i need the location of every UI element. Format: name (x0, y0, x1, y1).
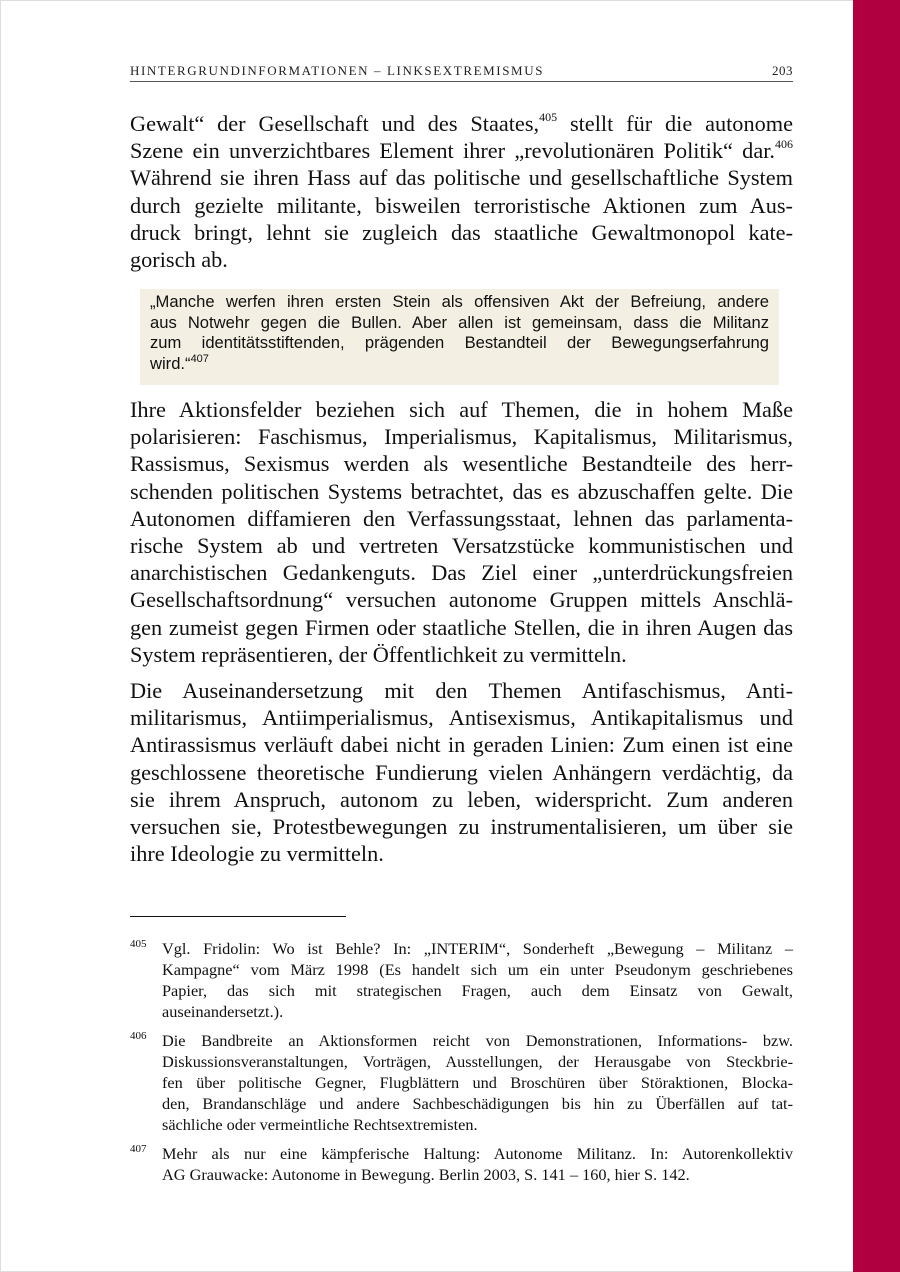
footnote (130, 938, 793, 1022)
quote-line: aus Notwehr gegen die Bullen. Aber allen ist gemeinsam, dass die Militanz (150, 312, 769, 332)
text-line: Vgl. Fridolin: Wo ist Behle? In: „INTERIM“, Sonderheft „Bewegung – Militanz – (162, 939, 793, 958)
page-number: 203 (772, 63, 793, 78)
footnote-number: 406 (130, 1030, 147, 1042)
text-line: Kampagne“ vom März 1998 (Es handelt sich um ein unter Pseudonym geschriebenes (162, 960, 793, 979)
text-line: ihre Ideologie zu vermitteln. (130, 841, 384, 867)
text-line: durch gezielte militante, bisweilen terroristische Aktionen zum Aus- (130, 192, 793, 218)
accent-sidebar-bar (853, 0, 900, 1272)
text-line: Rassismus, Sexismus werden als wesentliche Bestandteile des herr- (130, 451, 793, 477)
text-line: geschlossene theoretische Fundierung vielen Anhängern verdächtig, da (130, 759, 793, 785)
text-line: Gesellschaftsordnung“ versuchen autonome Gruppen mittels Anschlä- (130, 587, 793, 613)
text-line: anarchistischen Gedankenguts. Das Ziel einer „unterdrückungsfreien (130, 560, 793, 586)
footnote (130, 1030, 793, 1135)
text-line: Autonomen diffamieren den Verfassungsstaat, lehnen das parlamenta- (130, 505, 793, 531)
paragraph-2 (130, 396, 793, 668)
text-line: Szene ein unverzichtbares Element ihrer „revolutionären Politik“ dar.$^{406}$ (130, 137, 793, 164)
text-line: Papier, das sich mit strategischen Fragen, auch dem Einsatz von Gewalt, (162, 981, 793, 1000)
footnote-ref[interactable]: 405 (539, 110, 558, 124)
block-quote (140, 289, 779, 385)
quote-line: wird.“$^{407}$ (150, 352, 209, 373)
footnote-separator (130, 916, 346, 917)
text-line: Die Bandbreite an Aktionsformen reicht von Demonstrationen, Informations- bzw. (162, 1031, 793, 1050)
text-line: Die Auseinandersetzung mit den Themen Antifaschismus, Anti- (130, 678, 793, 703)
footnote-ref[interactable]: 406 (775, 137, 793, 152)
text-line: sie ihrem Anspruch, autonom zu leben, widerspricht. Zum anderen (130, 786, 793, 812)
text-line: den, Brandanschläge und andere Sachbeschädigungen bis hin zu Überfällen auf tat- (162, 1094, 793, 1113)
paragraph-3 (130, 677, 793, 867)
text-line: auseinandersetzt.). (162, 1002, 284, 1021)
text-line: polarisieren: Faschismus, Imperialismus, Kapitalismus, Militarismus, (130, 424, 793, 450)
footnote-text (162, 1030, 793, 1135)
text-line: gorisch ab. (130, 246, 228, 272)
text-line: Antirassismus verläuft dabei nicht in geraden Linien: Zum einen ist eine (130, 732, 793, 758)
text-line: sächliche oder vermeintliche Rechtsextremisten. (162, 1115, 478, 1134)
footnote-number: 405 (130, 938, 147, 950)
text-line: System repräsentieren, der Öffentlichkeit zu vermitteln. (130, 641, 627, 667)
footnote-ref[interactable]: 407 (190, 352, 209, 365)
footnote-text (162, 938, 793, 1022)
running-header (130, 63, 793, 82)
footnote (130, 1143, 793, 1185)
footnote-number: 407 (130, 1143, 147, 1155)
text-line: Gewalt“ der Gesellschaft und des Staates,$^{405}$ stellt für die autonome (130, 110, 793, 136)
quote-line: „Manche werfen ihren ersten Stein als offensiven Akt der Befreiung, andere (150, 292, 769, 311)
text-line: Diskussionsveranstaltungen, Vorträgen, Ausstellungen, der Herausgabe von Steckbrie- (162, 1052, 793, 1071)
footnote-text (162, 1143, 793, 1185)
text-line: versuchen sie, Protestbewegungen zu instrumentalisieren, um über sie (130, 813, 793, 839)
text-line: militarismus, Antiimperialismus, Antisexismus, Antikapitalismus und (130, 705, 793, 731)
text-line: rische System ab und vertreten Versatzstücke kommunistischen und (130, 532, 793, 558)
quote-line: zum identitätsstiftenden, prägenden Bestandteil der Bewegungserfahrung (150, 333, 769, 353)
text-line: fen über politische Gegner, Flugblättern und Broschüren über Störaktionen, Blocka- (162, 1073, 793, 1092)
text-line: Mehr als nur eine kämpferische Haltung: Autonome Militanz. In: Autorenkollektiv (162, 1144, 793, 1163)
text-line: Ihre Aktionsfelder beziehen sich auf Themen, die in hohem Maße (130, 397, 793, 422)
text-line: druck bringt, lehnt sie zugleich das staatliche Gewaltmonopol kate- (130, 219, 793, 245)
text-line: AG Grauwacke: Autonome in Bewegung. Berlin 2003, S. 141 – 160, hier S. 142. (162, 1165, 690, 1184)
text-line: Während sie ihren Hass auf das politische und gesellschaftliche System (130, 165, 793, 191)
text-line: schenden politischen Systems betrachtet, das es abzuschaffen gelte. Die (130, 478, 793, 504)
text-line: gen zumeist gegen Firmen oder staatliche Stellen, die in ihren Augen das (130, 614, 793, 640)
header-title: HINTERGRUNDINFORMATIONEN – LINKSEXTREMISMUS (130, 63, 545, 78)
paragraph-1 (130, 110, 793, 273)
